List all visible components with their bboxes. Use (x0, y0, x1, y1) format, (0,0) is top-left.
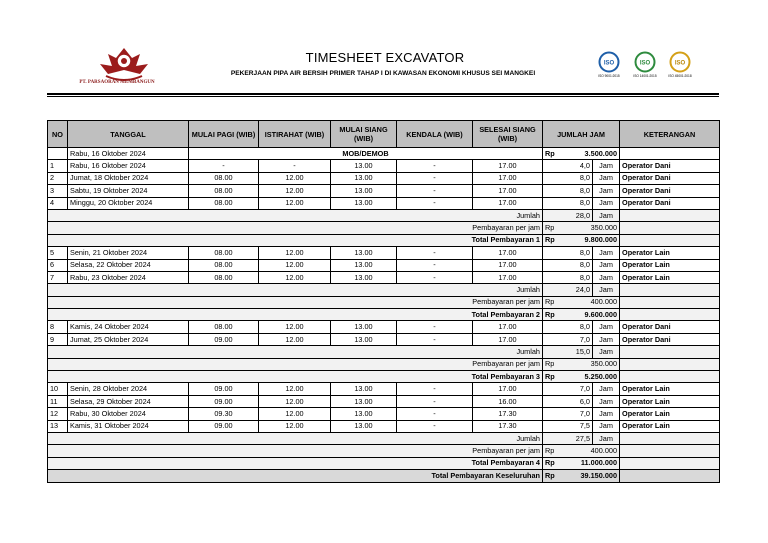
row-date: Sabtu, 19 Oktober 2024 (68, 185, 189, 197)
row-break: - (259, 160, 331, 172)
table-body (48, 148, 720, 483)
row-hours-unit: Jam (593, 185, 620, 197)
row-finish: 17.00 (473, 321, 543, 333)
grand-total-currency: Rp (543, 470, 563, 482)
subtotal-hours-value: 15,0 (543, 346, 593, 358)
row-note: Operator Lain (620, 383, 720, 395)
empty-cell (620, 309, 720, 321)
row-start-afternoon: 13.00 (331, 271, 397, 283)
rate-label: Pembayaran per jam (48, 358, 543, 370)
row-hours-unit: Jam (593, 420, 620, 432)
row-issue: - (397, 271, 473, 283)
mob-currency: Rp (543, 148, 563, 160)
rate-currency: Rp (543, 445, 563, 457)
timesheet-table (47, 120, 720, 483)
subtotal-hours-row (48, 346, 720, 358)
subtotal-hours-value: 27,5 (543, 432, 593, 444)
column-header: NO (48, 121, 68, 148)
company-name: PT. PARSAORAN MEMBANGUN (79, 80, 155, 85)
row-start-morning: 08.00 (189, 172, 259, 184)
row-finish: 17.30 (473, 420, 543, 432)
row-date: Selasa, 22 Oktober 2024 (68, 259, 189, 271)
row-date: Senin, 28 Oktober 2024 (68, 383, 189, 395)
row-note: Operator Dani (620, 160, 720, 172)
group-total-label: Total Pembayaran 3 (48, 371, 543, 383)
row-hours: 8,0 (543, 197, 593, 209)
subtotal-hours-row (48, 432, 720, 444)
empty-cell (620, 346, 720, 358)
row-number: 13 (48, 420, 68, 432)
row-hours: 8,0 (543, 247, 593, 259)
row-number: 2 (48, 172, 68, 184)
row-note: Operator Lain (620, 247, 720, 259)
table-row (48, 185, 720, 197)
row-issue: - (397, 333, 473, 345)
row-finish: 17.00 (473, 333, 543, 345)
table-row (48, 408, 720, 420)
row-note: Operator Dani (620, 197, 720, 209)
group-total-currency: Rp (543, 371, 563, 383)
row-break: 12.00 (259, 172, 331, 184)
column-header: MULAI PAGI (WIB) (189, 121, 259, 148)
mob-date: Rabu, 16 Oktober 2024 (68, 148, 189, 160)
subtotal-hours-label: Jumlah (48, 284, 543, 296)
subtotal-hours-row (48, 284, 720, 296)
rate-currency: Rp (543, 222, 563, 234)
group-total-value: 9.800.000 (563, 234, 620, 246)
row-finish: 17.00 (473, 247, 543, 259)
table-header-row (48, 121, 720, 148)
row-hours-unit: Jam (593, 321, 620, 333)
group-total-label: Total Pembayaran 1 (48, 234, 543, 246)
row-start-morning: - (189, 160, 259, 172)
grand-total-row (48, 470, 720, 482)
row-start-morning: 08.00 (189, 197, 259, 209)
row-issue: - (397, 247, 473, 259)
group-total-value: 5.250.000 (563, 371, 620, 383)
row-hours: 8,0 (543, 172, 593, 184)
row-number: 1 (48, 160, 68, 172)
subtotal-hours-unit: Jam (593, 432, 620, 444)
iso-badge-label: ISO (674, 60, 686, 67)
iso-45001-icon (669, 51, 691, 73)
row-number: 9 (48, 333, 68, 345)
table-row (48, 259, 720, 271)
table-row (48, 321, 720, 333)
row-issue: - (397, 259, 473, 271)
page-title: TIMESHEET EXCAVATOR (305, 50, 465, 65)
row-start-afternoon: 13.00 (331, 420, 397, 432)
row-finish: 17.00 (473, 197, 543, 209)
mob-demob-row (48, 148, 720, 160)
row-date: Rabu, 30 Oktober 2024 (68, 408, 189, 420)
row-finish: 17.00 (473, 172, 543, 184)
row-number: 10 (48, 383, 68, 395)
page-subtitle: PEKERJAAN PIPA AIR BERSIH PRIMER TAHAP I DI KAWASAN EKONOMI KHUSUS SEI MANGKEI (230, 70, 536, 77)
row-break: 12.00 (259, 197, 331, 209)
row-start-afternoon: 13.00 (331, 333, 397, 345)
row-number: 11 (48, 395, 68, 407)
row-date: Senin, 21 Oktober 2024 (68, 247, 189, 259)
rate-value: 400.000 (563, 296, 620, 308)
row-issue: - (397, 408, 473, 420)
empty-cell (620, 457, 720, 469)
row-start-morning: 08.00 (189, 271, 259, 283)
row-start-morning: 09.00 (189, 395, 259, 407)
row-break: 12.00 (259, 395, 331, 407)
row-note: Operator Lain (620, 395, 720, 407)
row-hours: 7,0 (543, 333, 593, 345)
row-date: Selasa, 29 Oktober 2024 (68, 395, 189, 407)
mob-label: MOB/DEMOB (189, 148, 543, 160)
row-finish: 17.00 (473, 271, 543, 283)
row-date: Kamis, 24 Oktober 2024 (68, 321, 189, 333)
header-divider (47, 93, 719, 95)
row-hours-unit: Jam (593, 247, 620, 259)
row-number: 4 (48, 197, 68, 209)
row-start-afternoon: 13.00 (331, 247, 397, 259)
column-header: TANGGAL (68, 121, 189, 148)
iso-caption: ISO 45001:2018 (668, 74, 692, 78)
row-start-morning: 09.00 (189, 333, 259, 345)
iso-badge-label: ISO (603, 60, 615, 67)
row-issue: - (397, 383, 473, 395)
group-total-row (48, 371, 720, 383)
rate-label: Pembayaran per jam (48, 445, 543, 457)
iso-14001-icon (634, 51, 656, 73)
row-date: Jumat, 25 Oktober 2024 (68, 333, 189, 345)
row-start-morning: 09.30 (189, 408, 259, 420)
table-row (48, 420, 720, 432)
row-number: 8 (48, 321, 68, 333)
subtotal-hours-value: 24,0 (543, 284, 593, 296)
row-start-afternoon: 13.00 (331, 408, 397, 420)
row-number: 6 (48, 259, 68, 271)
group-total-value: 9.600.000 (563, 309, 620, 321)
row-hours: 7,0 (543, 408, 593, 420)
row-note: Operator Dani (620, 333, 720, 345)
group-total-currency: Rp (543, 309, 563, 321)
column-header: SELESAI SIANG (WIB) (473, 121, 543, 148)
rate-currency: Rp (543, 358, 563, 370)
empty-cell (620, 432, 720, 444)
row-date: Kamis, 31 Oktober 2024 (68, 420, 189, 432)
row-note: Operator Dani (620, 172, 720, 184)
row-start-morning: 08.00 (189, 185, 259, 197)
subtotal-hours-value: 28,0 (543, 209, 593, 221)
group-total-currency: Rp (543, 234, 563, 246)
group-total-value: 11.000.000 (563, 457, 620, 469)
row-note: Operator Lain (620, 259, 720, 271)
row-finish: 17.00 (473, 383, 543, 395)
row-hours: 7,0 (543, 383, 593, 395)
row-break: 12.00 (259, 408, 331, 420)
table-row (48, 271, 720, 283)
row-break: 12.00 (259, 271, 331, 283)
row-hours-unit: Jam (593, 172, 620, 184)
iso-caption: ISO 9001:2015 (598, 74, 620, 78)
empty-cell (620, 296, 720, 308)
row-finish: 16.00 (473, 395, 543, 407)
row-hours-unit: Jam (593, 160, 620, 172)
empty-cell (620, 222, 720, 234)
row-start-morning: 08.00 (189, 259, 259, 271)
row-issue: - (397, 420, 473, 432)
rate-label: Pembayaran per jam (48, 222, 543, 234)
group-total-currency: Rp (543, 457, 563, 469)
row-finish: 17.30 (473, 408, 543, 420)
row-hours: 8,0 (543, 321, 593, 333)
row-hours: 6,0 (543, 395, 593, 407)
row-hours-unit: Jam (593, 259, 620, 271)
header-divider (47, 96, 719, 97)
empty-cell (620, 371, 720, 383)
row-number: 12 (48, 408, 68, 420)
row-hours: 4,0 (543, 160, 593, 172)
grand-total-label: Total Pembayaran Keseluruhan (48, 470, 543, 482)
row-hours: 8,0 (543, 185, 593, 197)
empty-cell (620, 209, 720, 221)
row-hours-unit: Jam (593, 197, 620, 209)
row-issue: - (397, 185, 473, 197)
subtotal-hours-unit: Jam (593, 346, 620, 358)
rate-currency: Rp (543, 296, 563, 308)
group-total-label: Total Pembayaran 2 (48, 309, 543, 321)
row-date: Rabu, 16 Oktober 2024 (68, 160, 189, 172)
group-total-label: Total Pembayaran 4 (48, 457, 543, 469)
row-hours: 8,0 (543, 259, 593, 271)
row-finish: 17.00 (473, 259, 543, 271)
subtotal-hours-unit: Jam (593, 209, 620, 221)
empty-cell (620, 358, 720, 370)
row-issue: - (397, 172, 473, 184)
iso-9001-icon (598, 51, 620, 73)
row-break: 12.00 (259, 321, 331, 333)
row-start-afternoon: 13.00 (331, 383, 397, 395)
table-row (48, 247, 720, 259)
table-row (48, 333, 720, 345)
row-break: 12.00 (259, 247, 331, 259)
row-break: 12.00 (259, 185, 331, 197)
row-date: Minggu, 20 Oktober 2024 (68, 197, 189, 209)
rate-row (48, 222, 720, 234)
row-issue: - (397, 197, 473, 209)
row-number: 5 (48, 247, 68, 259)
row-break: 12.00 (259, 259, 331, 271)
table-row (48, 383, 720, 395)
row-date: Rabu, 23 Oktober 2024 (68, 271, 189, 283)
subtotal-hours-label: Jumlah (48, 346, 543, 358)
row-start-afternoon: 13.00 (331, 395, 397, 407)
row-note: Operator Dani (620, 185, 720, 197)
row-start-morning: 09.00 (189, 383, 259, 395)
group-total-row (48, 457, 720, 469)
row-start-morning: 08.00 (189, 321, 259, 333)
rate-value: 400.000 (563, 445, 620, 457)
row-start-afternoon: 13.00 (331, 160, 397, 172)
table-row (48, 172, 720, 184)
column-header: KENDALA (WIB) (397, 121, 473, 148)
rate-value: 350.000 (563, 222, 620, 234)
row-start-afternoon: 13.00 (331, 197, 397, 209)
row-date: Jumat, 18 Oktober 2024 (68, 172, 189, 184)
iso-badge-label: ISO (639, 60, 651, 67)
row-start-afternoon: 13.00 (331, 321, 397, 333)
column-header: KETERANGAN (620, 121, 720, 148)
row-issue: - (397, 395, 473, 407)
row-start-afternoon: 13.00 (331, 172, 397, 184)
row-issue: - (397, 321, 473, 333)
table-row (48, 197, 720, 209)
empty-cell (620, 284, 720, 296)
row-hours: 8,0 (543, 271, 593, 283)
group-total-row (48, 234, 720, 246)
row-hours: 7,5 (543, 420, 593, 432)
row-hours-unit: Jam (593, 408, 620, 420)
group-total-row (48, 309, 720, 321)
table-row (48, 395, 720, 407)
iso-caption: ISO 14001:2015 (633, 74, 657, 78)
row-note: Operator Lain (620, 408, 720, 420)
row-finish: 17.00 (473, 185, 543, 197)
row-break: 12.00 (259, 333, 331, 345)
row-number: 3 (48, 185, 68, 197)
row-start-morning: 09.00 (189, 420, 259, 432)
empty-cell (620, 470, 720, 482)
row-note: Operator Lain (620, 420, 720, 432)
subtotal-hours-label: Jumlah (48, 432, 543, 444)
rate-row (48, 296, 720, 308)
mob-amount: 3.500.000 (563, 148, 620, 160)
row-hours-unit: Jam (593, 383, 620, 395)
rate-row (48, 358, 720, 370)
rate-label: Pembayaran per jam (48, 296, 543, 308)
rate-value: 350.000 (563, 358, 620, 370)
row-hours-unit: Jam (593, 395, 620, 407)
empty-cell (620, 445, 720, 457)
column-header: ISTIRAHAT (WIB) (259, 121, 331, 148)
row-start-afternoon: 13.00 (331, 259, 397, 271)
row-hours-unit: Jam (593, 271, 620, 283)
row-finish: 17.00 (473, 160, 543, 172)
row-note: Operator Dani (620, 321, 720, 333)
grand-total-value: 39.150.000 (563, 470, 620, 482)
row-break: 12.00 (259, 383, 331, 395)
table-row (48, 160, 720, 172)
row-issue: - (397, 160, 473, 172)
rate-row (48, 445, 720, 457)
column-header: MULAI SIANG (WIB) (331, 121, 397, 148)
subtotal-hours-label: Jumlah (48, 209, 543, 221)
row-start-morning: 08.00 (189, 247, 259, 259)
row-hours-unit: Jam (593, 333, 620, 345)
row-break: 12.00 (259, 420, 331, 432)
subtotal-hours-row (48, 209, 720, 221)
empty-cell (620, 234, 720, 246)
row-start-afternoon: 13.00 (331, 185, 397, 197)
column-header: JUMLAH JAM (543, 121, 620, 148)
row-number: 7 (48, 271, 68, 283)
row-note: Operator Lain (620, 271, 720, 283)
subtotal-hours-unit: Jam (593, 284, 620, 296)
